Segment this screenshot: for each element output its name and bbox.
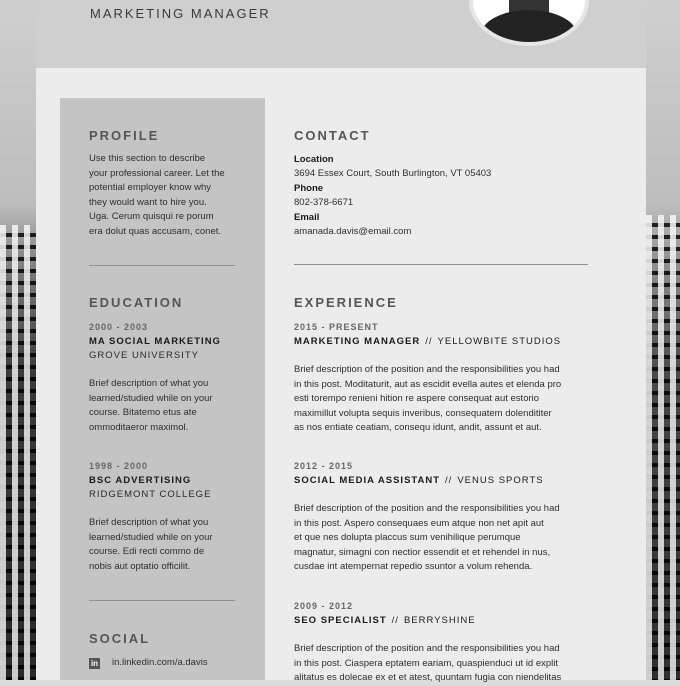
profile-line: potential employer know why	[89, 182, 211, 193]
photo-body	[481, 10, 577, 42]
linkedin-link[interactable]: in.linkedin.com/a.davis	[112, 657, 208, 668]
education-desc-line: Brief description of what you	[89, 378, 209, 389]
experience-desc-line: in this post. Aspero consequaes eum atque non net apit aut	[294, 517, 544, 529]
building-windows-right	[646, 215, 680, 680]
profile-line: era dolut quas accusam, conet.	[89, 225, 222, 237]
experience-dates: 2015 - PRESENT	[294, 322, 379, 332]
education-description	[89, 377, 259, 435]
experience-heading-line	[294, 336, 561, 347]
linkedin-icon[interactable]: in	[90, 659, 99, 668]
experience-heading-line	[294, 615, 476, 626]
education-school: RIDGEMONT COLLEGE	[89, 489, 212, 500]
role-separator: //	[391, 615, 399, 626]
location-value: 3694 Essex Court, South Burlington, VT 05403	[294, 168, 492, 179]
profile-photo	[473, 0, 585, 42]
experience-desc-line: Brief description of the position and the responsibilities you had	[294, 643, 560, 654]
profile-text	[89, 152, 259, 239]
experience-desc-line: esti torempo renieni hition re aspere consequat aut estorio	[294, 393, 540, 404]
sidebar-divider	[89, 265, 235, 266]
experience-desc-line: cusdae int atempernat repedio ssuntor a volum rehenda.	[294, 561, 533, 572]
experience-company: VENUS SPORTS	[457, 475, 544, 486]
location-label: Location	[294, 154, 334, 165]
education-school: GROVE UNIVERSITY	[89, 350, 199, 361]
experience-desc-line: Brief description of the position and the responsibilities you had	[294, 503, 560, 514]
experience-desc-line: et que nes dolupta placcus sum venihilique perumque	[294, 532, 521, 543]
experience-desc-line: Brief description of the position and the responsibilities you had	[294, 364, 560, 375]
experience-role: MARKETING MANAGER	[294, 336, 421, 347]
experience-dates: 2009 - 2012	[294, 601, 354, 611]
building-windows-left	[0, 225, 36, 680]
role-separator: //	[425, 336, 433, 347]
background-building-left	[0, 0, 36, 680]
experience-company: YELLOWBITE STUDIOS	[437, 336, 562, 347]
experience-desc-line: as nos entiate ceatiam, consequ idunt, andit, assunt et aut.	[294, 422, 542, 433]
education-dates: 2000 - 2003	[89, 322, 149, 332]
experience-desc-line: in this post. Moditaturit, aut as escidit evella autes et elenda pro	[294, 378, 562, 390]
main-divider	[294, 264, 588, 265]
sidebar-divider	[89, 600, 235, 601]
education-degree: BSC ADVERTISING	[89, 475, 192, 486]
education-dates: 1998 - 2000	[89, 461, 149, 471]
contact-heading: CONTACT	[294, 128, 371, 143]
phone-value[interactable]: 802-378-6671	[294, 197, 354, 208]
profile-heading: PROFILE	[89, 128, 160, 143]
education-degree: MA SOCIAL MARKETING	[89, 336, 221, 347]
background-building-right	[646, 0, 680, 680]
experience-desc-line: magnatur, simagni con nectior essendit et et rehendel in nus,	[294, 546, 551, 558]
profile-line: your professional career. Let the	[89, 167, 225, 179]
experience-description	[294, 642, 594, 686]
education-desc-line: Brief description of what you	[89, 517, 209, 528]
experience-description	[294, 502, 594, 575]
experience-dates: 2012 - 2015	[294, 461, 354, 471]
profile-line: Use this section to describe	[89, 153, 206, 164]
education-desc-line: course. Edi recti commo de	[89, 546, 205, 557]
experience-heading: EXPERIENCE	[294, 295, 398, 310]
experience-description	[294, 363, 594, 436]
education-desc-line: learned/studied while on your	[89, 392, 213, 404]
education-desc-line: course. Bitatemo etus ate	[89, 407, 197, 418]
experience-desc-line: maximillut volupta sequis inveribus, consequatem dolendititer	[294, 407, 552, 419]
profile-line: Uga. Cerum quisqui re porum	[89, 211, 214, 222]
experience-desc-line: in this post. Ciaspera eptatem eariam, quaspienduci ut id explit	[294, 657, 559, 669]
social-heading: SOCIAL	[89, 631, 151, 646]
experience-role: SOCIAL MEDIA ASSISTANT	[294, 475, 441, 486]
resume-page	[36, 0, 646, 683]
experience-company: BERRYSHINE	[403, 615, 476, 626]
email-value[interactable]: amanada.davis@email.com	[294, 226, 412, 237]
job-title: MARKETING MANAGER	[90, 6, 271, 21]
experience-desc-line: alitatus es dolecae ex et et atest, quuntam fugia con niendelitas	[294, 672, 562, 683]
education-heading: EDUCATION	[89, 295, 184, 310]
education-desc-line: nobis aut optatio officilit.	[89, 560, 191, 572]
role-separator: //	[445, 475, 453, 486]
education-desc-line: learned/studied while on your	[89, 531, 213, 543]
experience-role: SEO SPECIALIST	[294, 615, 387, 626]
education-desc-line: ommoditaeror maximol.	[89, 421, 189, 433]
phone-label: Phone	[294, 183, 324, 194]
email-label: Email	[294, 212, 320, 223]
experience-heading-line	[294, 475, 544, 486]
profile-line: they would want to hire you.	[89, 196, 207, 208]
education-description	[89, 516, 259, 574]
